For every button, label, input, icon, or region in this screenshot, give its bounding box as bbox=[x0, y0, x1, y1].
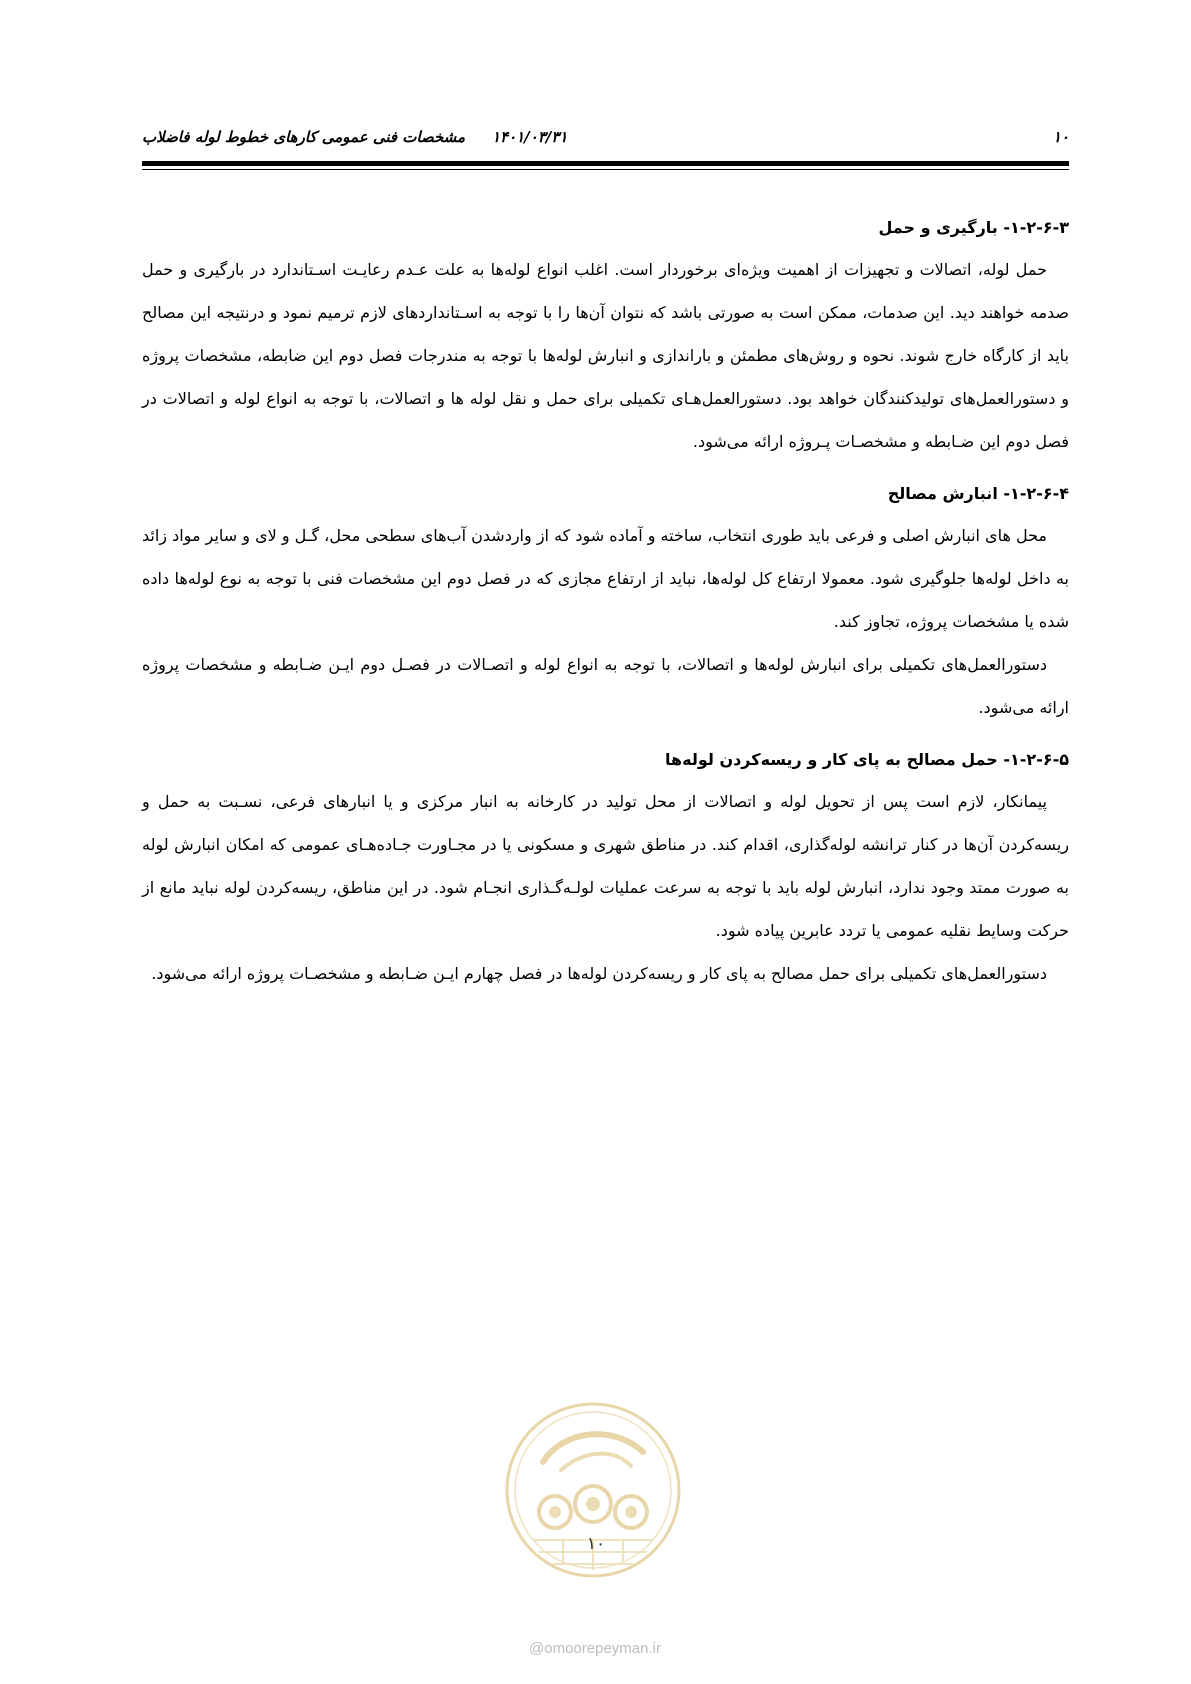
section-heading: ۱-۲-۶-۳- بارگیری و حمل bbox=[878, 218, 1069, 237]
header-date: ۱۴۰۱/۰۳/۳۱ bbox=[492, 128, 568, 146]
paragraph: دستورالعمل‌های تکمیلی برای انبارش لوله‌ها و اتصالات، با توجه به انواع لوله و اتصـالات در فصـل دوم ایـن ضـابطه و مشخصات پروژه ارائه می‌شود. bbox=[142, 655, 1069, 717]
paragraph: دستورالعمل‌های تکمیلی برای حمل مصالح به پای کار و ریسه‌کردن لوله‌ها در فصل چهارم ایـن ضـابطه و مشخصـات پروژه ارائه می‌شود. bbox=[151, 964, 1047, 983]
footer-page-number: ۱۰ bbox=[586, 1534, 606, 1554]
header-document-title: مشخصات فنی عمومی کارهای خطوط لوله فاضلاب bbox=[142, 128, 466, 146]
header-divider-thick bbox=[142, 161, 1069, 166]
paragraph: محل های انبارش اصلی و فرعی باید طوری انتخاب، ساخته و آماده شود که از واردشدن آب‌های سطحی محل، گـل و لای و سایر مواد زائد به داخل لوله‌ها جلوگیری شود. معمولا ارتفاع کل لوله‌ها، نباید از ارتفاع مجازی که در فصل دوم این مشخصات فنی با توجه به نوع لوله‌ها داده شده یا مشخصات پروژه، تجاوز کند. bbox=[142, 526, 1069, 631]
section-heading: ۱-۲-۶-۵- حمل مصالح به پای کار و ریسه‌کردن لوله‌ها bbox=[665, 750, 1069, 769]
section-transport-to-site-and-stringing bbox=[142, 745, 1069, 995]
section-loading-and-transport bbox=[142, 213, 1069, 463]
section-heading: ۱-۲-۶-۴- انبارش مصالح bbox=[887, 484, 1069, 503]
document-body bbox=[142, 213, 1069, 1011]
paragraph: حمل لوله، اتصالات و تجهیزات از اهمیت ویژه‌ای برخوردار است. اغلب انواع لوله‌ها به علت عـدم رعایـت اسـتاندارد در بارگیری و حمل صدمه خواهند دید. این صدمات، ممکن است به صورتی باشد که نتوان آن‌ها را با توجه به اسـتانداردهای لازم ترمیم نمود و درنتیجه این مصالح باید از کارگاه خارج شوند. نحوه و روش‌های مطمئن و باراندازی و انبارش لوله‌ها با توجه به مندرجات فصل دوم این ضابطه، مشخصات پروژه و دستورالعمل‌های تولیدکنندگان خواهد بود. دستورالعمل‌هـای تکمیلی برای حمل و نقل لوله ها و اتصالات، با توجه به انواع لوله و اتصالات در فصل دوم این ضـابطه و مشخصـات پـروژه ارائه می‌شود. bbox=[142, 260, 1069, 451]
header-divider-thin bbox=[142, 169, 1069, 170]
section-material-storage bbox=[142, 479, 1069, 729]
running-header bbox=[142, 128, 1069, 148]
paragraph: پیمانکار، لازم است پس از تحویل لوله و اتصالات از محل تولید در کارخانه به انبار مرکزی و یا انبارهای فرعی، نسـبت به حمل و ریسه‌کردن آن‌ها در کنار ترانشه لوله‌گذاری، اقدام کند. در مناطق شهری و مسکونی یا در مجـاورت جـاده‌هـای عمومی که امکان انبارش لوله به صورت ممتد وجود ندارد، انبارش لوله باید با توجه به سرعت عملیات لولـه‌گـذاری انجـام شود. در این مناطق، ریسه‌کردن لوله نباید مانع از حرکت وسایط نقلیه عمومی یا تردد عابرین پیاده شود. bbox=[142, 792, 1069, 940]
header-page-number: ۱۰ bbox=[1052, 128, 1069, 146]
watermark-handle: @omoorepeyman.ir bbox=[529, 1640, 661, 1657]
